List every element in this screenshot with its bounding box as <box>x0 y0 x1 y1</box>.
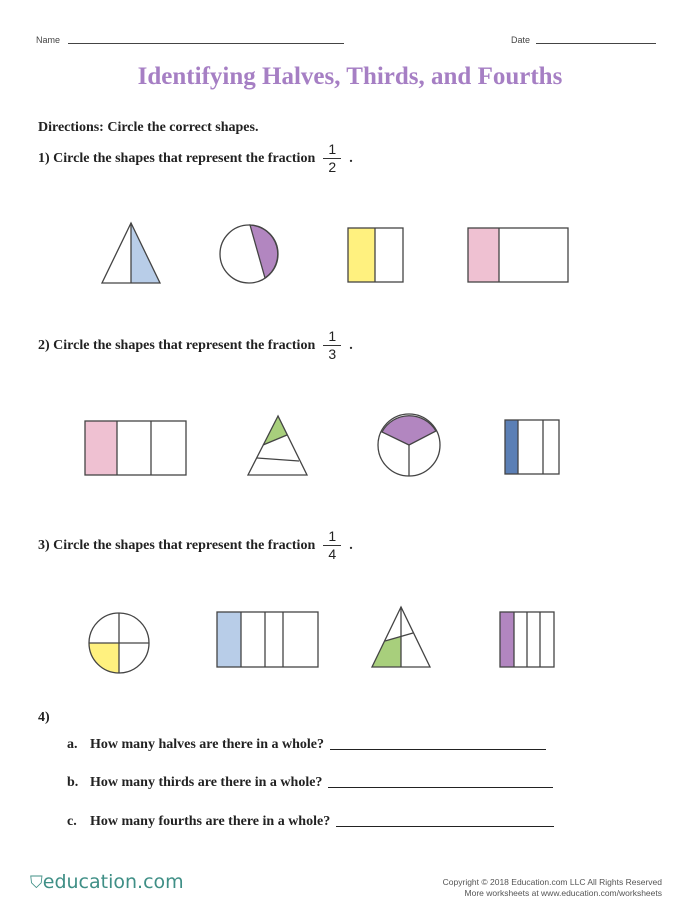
directions: Directions: Circle the correct shapes. <box>38 120 259 135</box>
triangle-unequal-thirds[interactable] <box>248 416 307 475</box>
education-logo[interactable] <box>30 870 184 895</box>
copyright <box>443 877 662 899</box>
circle-unequal-parts[interactable] <box>220 225 278 283</box>
logo-text: education.com <box>42 871 184 893</box>
rect-unequal-blue[interactable] <box>505 420 559 474</box>
denominator: 3 <box>328 346 337 362</box>
more-worksheets-link[interactable]: More worksheets at www.education.com/worksheets <box>464 888 662 898</box>
question-3: 3) Circle the shapes that represent the fraction <box>38 537 316 553</box>
question-4-label: 4) <box>38 710 50 725</box>
triangle-unequal-fourths[interactable] <box>372 607 430 667</box>
period: . <box>349 337 353 353</box>
denominator: 2 <box>328 159 337 175</box>
q4b-answer-line[interactable] <box>328 787 553 788</box>
q4b-letter: b. <box>67 775 79 790</box>
q4c-row <box>67 813 554 831</box>
numerator: 1 <box>323 141 341 159</box>
q4b-row <box>67 774 553 792</box>
numerator: 1 <box>323 528 341 546</box>
q4a-letter: a. <box>67 737 78 752</box>
denominator: 4 <box>328 546 337 562</box>
question-1: 1) Circle the shapes that represent the fraction <box>38 150 316 166</box>
q4c-letter: c. <box>67 814 77 829</box>
q4c-answer-line[interactable] <box>336 826 554 827</box>
circle-fourths-yellow[interactable] <box>89 613 149 673</box>
circle-thirds-purple[interactable] <box>378 414 440 476</box>
triangle-half[interactable] <box>102 223 160 283</box>
q4b-text: How many thirds are there in a whole? <box>90 775 323 790</box>
rect-unequal-fourths-blue[interactable] <box>217 612 318 667</box>
date-label: Date <box>511 35 531 45</box>
page-title: Identifying Halves, Thirds, and Fourths <box>137 63 563 90</box>
numerator: 1 <box>323 328 341 346</box>
book-icon: ⛉ <box>30 873 43 893</box>
q4c-text: How many fourths are there in a whole? <box>90 814 331 829</box>
copyright-text: Copyright © 2018 Education.com LLC All Rights Reserved <box>442 877 662 887</box>
rect-thirds-pink[interactable] <box>85 421 186 475</box>
q4a-text: How many halves are there in a whole? <box>90 737 324 752</box>
period: . <box>349 537 353 553</box>
name-label: Name <box>36 35 61 45</box>
period: . <box>349 150 353 166</box>
question-2: 2) Circle the shapes that represent the fraction <box>38 337 316 353</box>
q4a-answer-line[interactable] <box>330 749 546 750</box>
rect-fourths-purple[interactable] <box>500 612 554 667</box>
q4a-row <box>67 736 546 754</box>
rect-half-yellow[interactable] <box>348 228 403 282</box>
rect-unequal-pink[interactable] <box>468 228 568 282</box>
